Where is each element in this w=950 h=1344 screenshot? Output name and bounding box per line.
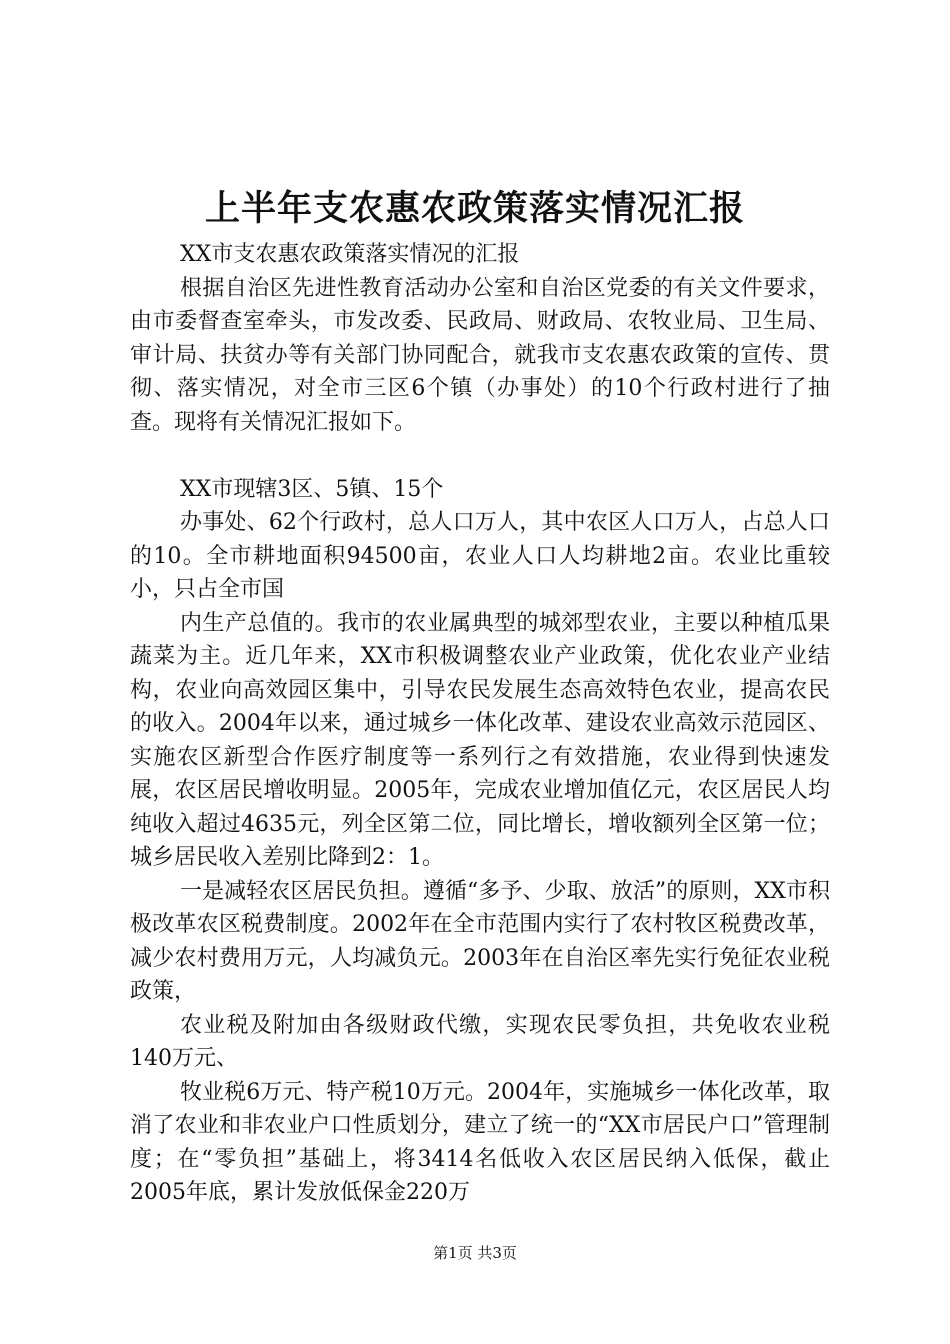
paragraph: 牧业税6万元、特产税10万元。2004年，实施城乡一体化改革，取消了农业和非农业户口性质划分，建立了统一的“XX市居民户口”管理制度；在“零负担”基础上，将3414名低收入农区居民纳入低保，截止2005年底，累计发放低保金220万 xyxy=(130,1079,830,1205)
document-title: 上半年支农惠农政策落实情况汇报 xyxy=(204,188,745,229)
paragraph: 农业税及附加由各级财政代缴，实现农民零负担，共免收农业税140万元、 xyxy=(130,1012,830,1071)
paragraph: 根据自治区先进性教育活动办公室和自治区党委的有关文件要求，由市委督查室牵头，市发改委、民政局、财政局、农牧业局、卫生局、审计局、扶贫办等有关部门协同配合，就我市支农惠农政策的宣传、贯彻、落实情况，对全市三区6个镇（办事处）的10个行政村进行了抽查。现将有关情况汇报如下。 xyxy=(130,275,830,435)
document-body xyxy=(130,238,830,1210)
page-footer: 第1页 共3页 xyxy=(433,1244,517,1262)
paragraph: 内生产总值的。我市的农业属典型的城郊型农业，主要以种植瓜果蔬菜为主。近几年来，XX市积极调整农业产业政策，优化农业产业结构，农业向高效园区集中，引导农民发展生态高效特色农业，提高农民的收入。2004年以来，通过城乡一体化改革、建设农业高效示范园区、实施农区新型合作医疗制度等一系列行之有效措施，农业得到快速发展，农区居民增收明显。2005年，完成农业增加值亿元，农区居民人均纯收入超过4635元，列全区第二位，同比增长，增收额列全区第一位；城乡居民收入差别比降到2：1。 xyxy=(130,610,830,870)
paragraph: XX市现辖3区、5镇、15个 xyxy=(180,476,444,502)
paragraph-gap xyxy=(130,439,830,473)
paragraph: 办事处、62个行政村，总人口万人，其中农区人口万人，占总人口的10。全市耕地面积94500亩，农业人口人均耕地2亩。农业比重较小，只占全市国 xyxy=(130,510,830,602)
subtitle: XX市支农惠农政策落实情况的汇报 xyxy=(180,242,520,267)
paragraph: 一是减轻农区居民负担。遵循“多予、少取、放活”的原则，XX市积极改革农区税费制度。2002年在全市范围内实行了农村牧区税费改革，减少农村费用万元，人均减负元。2003年在自治区率先实行免征农业税政策， xyxy=(130,878,830,1004)
